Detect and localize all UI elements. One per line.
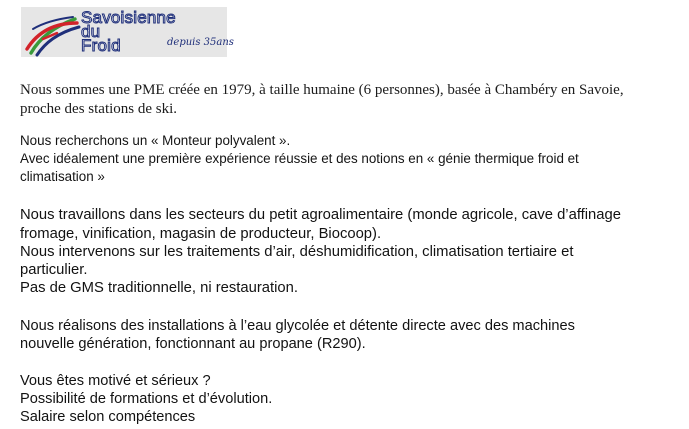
sectors-line-3: Nous intervenons sur les traitements d’air, déshumidification, climatisation tertiaire et (20, 244, 574, 260)
logo-tagline: depuis 35ans (167, 37, 234, 48)
closing-line-2: Possibilité de formations et d’évolution. (20, 391, 273, 407)
sectors-line-1: Nous travaillons dans les secteurs du petit agroalimentaire (monde agricole, cave d’affinage (20, 207, 621, 223)
logo-text-line-1: Savoisienne (81, 8, 176, 27)
installations-line-1: Nous réalisons des installations à l’eau glycolée et détente directe avec des machines (20, 318, 575, 334)
sectors-line-4: particulier. (20, 262, 88, 278)
search-line-2: Avec idéalement une première expérience réussie et des notions en « génie thermique froid et (20, 151, 579, 166)
intro-line-1: Nous sommes une PME créée en 1979, à taille humaine (6 personnes), basée à Chambéry en Savoie, (20, 82, 624, 98)
logo-swoosh-icon (23, 9, 83, 57)
closing-line-1: Vous êtes motivé et sérieux ? (20, 373, 211, 389)
search-line-3: climatisation » (20, 169, 105, 184)
installations-line-2: nouvelle génération, fonctionnant au propane (R290). (20, 336, 366, 352)
logo-text-line-2: du (81, 22, 101, 41)
logo-text-line-3: Froid (81, 36, 121, 55)
closing-line-3: Salaire selon compétences (20, 409, 196, 425)
sectors-line-2: fromage, vinification, magasin de producteur, Biocoop). (20, 226, 382, 242)
sectors-line-5: Pas de GMS traditionnelle, ni restauration. (20, 280, 298, 296)
intro-line-2: proche des stations de ski. (20, 101, 178, 117)
search-line-1: Nous recherchons un « Monteur polyvalent ». (20, 133, 291, 148)
company-logo (21, 7, 234, 57)
